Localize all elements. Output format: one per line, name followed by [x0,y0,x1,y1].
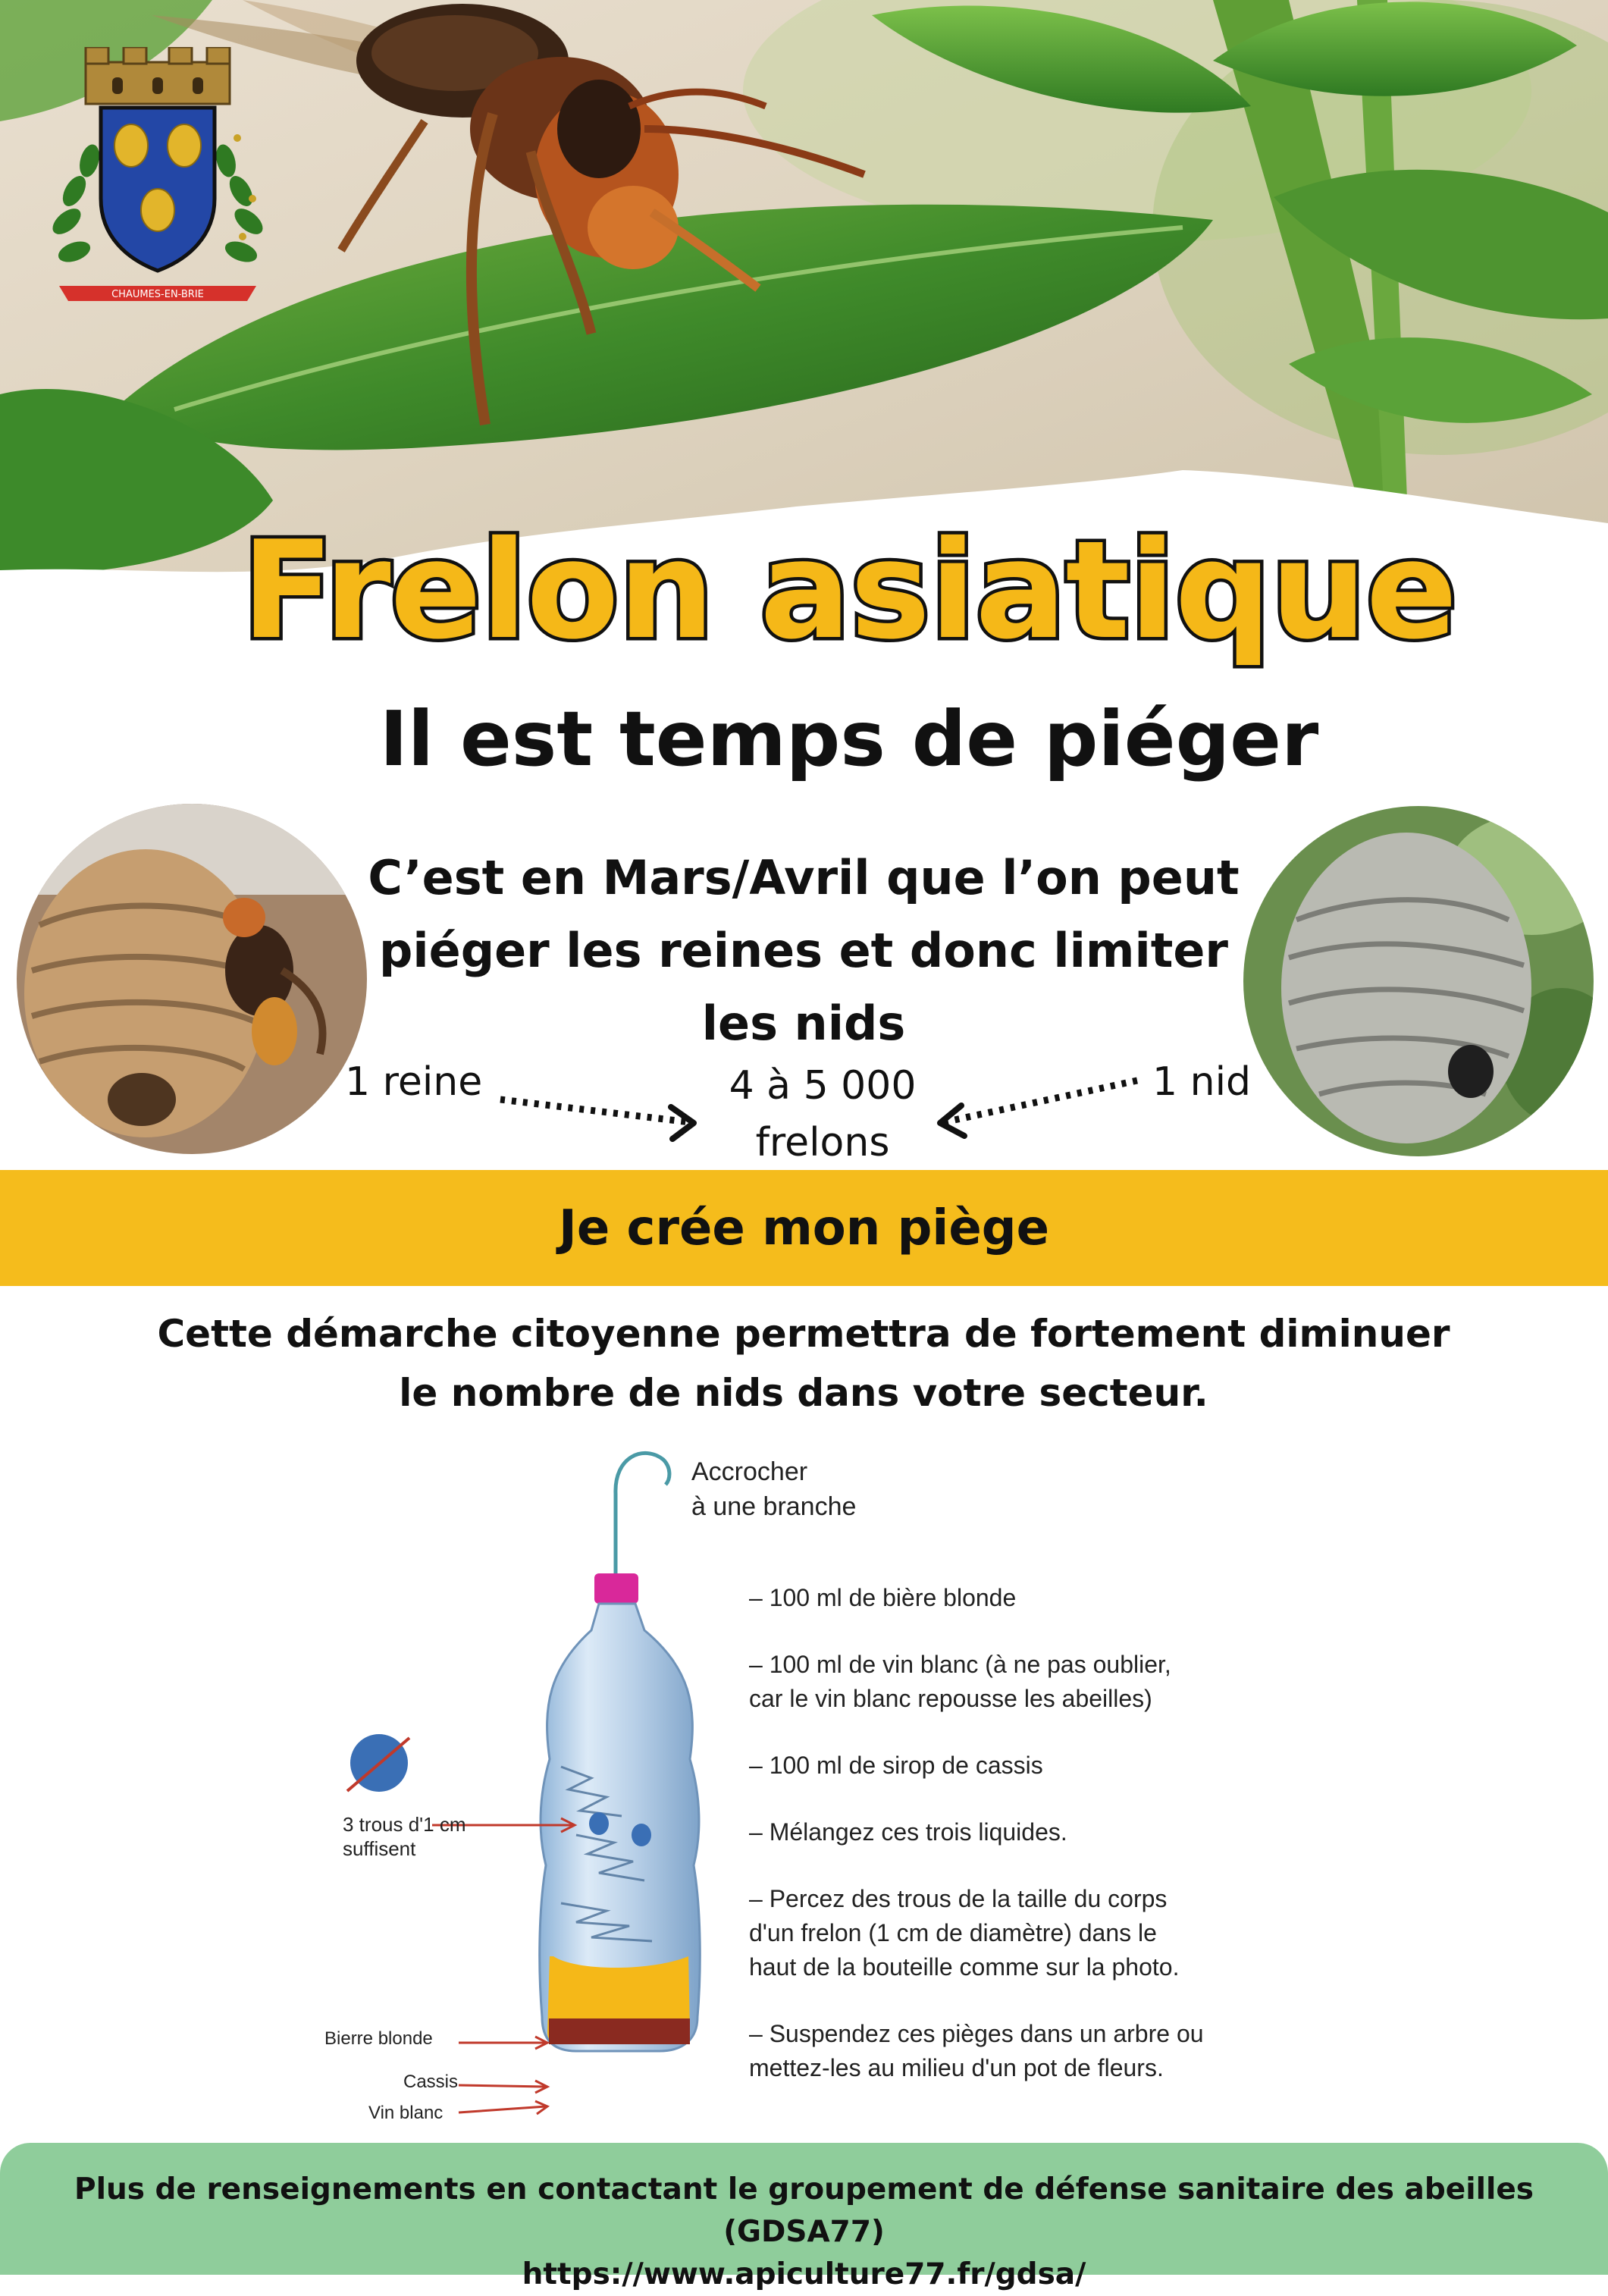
coat-of-arms-icon [44,47,271,305]
list-item: – 100 ml de bière blonde [749,1584,1017,1611]
list-item: – Mélangez ces trois liquides. [749,1818,1067,1846]
nest-count-label: 1 nid [1152,1059,1252,1105]
section-banner-label: Je crée mon piège [559,1200,1049,1256]
hanging-wire-icon [616,1453,669,1585]
list-item: – Suspendez ces pièges dans un arbre ou mettez-les au milieu d'un pot de fleurs. [749,2020,1204,2081]
footer-text [0,2169,1608,2296]
intro-text: Cette démarche citoyenne permettra de fortement diminuer le nombre de nids dans votre secteur. [157,1312,1450,1415]
dotted-arrows [485,1069,1152,1153]
bottle-cap-icon [594,1573,638,1604]
dotted-arrow-right-icon [940,1081,1137,1136]
footer-info-text: Plus de renseignements en contactant le groupement de défense sanitaire des abeilles (GDSA77) [74,2172,1534,2249]
wine-arrow-icon [459,2106,546,2113]
crest-banner-text: CHAUMES-EN-BRIE [111,289,204,300]
nest-with-hornet-photo [17,804,367,1154]
beer-label: Bierre blonde [324,2028,433,2049]
hornet-nest-photo [1243,806,1594,1156]
trap-hole-icon [632,1824,651,1846]
wine-label: Vin blanc [368,2103,444,2123]
section-banner [0,1170,1608,1286]
info-text: C’est en Mars/Avril que l’on peut piéger les reines et donc limiter les nids [368,850,1240,1051]
trap-hole-icon [589,1812,609,1835]
cassis-arrow-icon [459,2085,546,2087]
queen-count-label: 1 reine [345,1059,483,1105]
page-subtitle: Il est temps de piéger [379,695,1319,783]
hang-label: Accrocher à une branche [691,1457,857,1521]
instructions-list [749,1581,1348,2118]
list-item: – 100 ml de vin blanc (à ne pas oublier, car le vin blanc repousse les abeilles) [749,1651,1171,1712]
footer-link[interactable]: https://www.apiculture77.fr/gdsa/ [522,2257,1086,2291]
list-item: – Percez des trous de la taille du corps d'un frelon (1 cm de diamètre) dans le haut de la bouteille comme sur la photo. [749,1885,1180,1981]
cassis-layer [549,2018,690,2044]
town-crest-logo [44,47,271,305]
dotted-arrow-left-icon [500,1099,694,1139]
holes-label: 3 trous d'1 cm suffisent [343,1813,466,1860]
cassis-label: Cassis [403,2072,459,2092]
hornet-count-label: 4 à 5 000 frelons [729,1063,917,1166]
list-item: – 100 ml de sirop de cassis [749,1752,1043,1779]
page-title: Frelon asiatique [241,512,1457,669]
